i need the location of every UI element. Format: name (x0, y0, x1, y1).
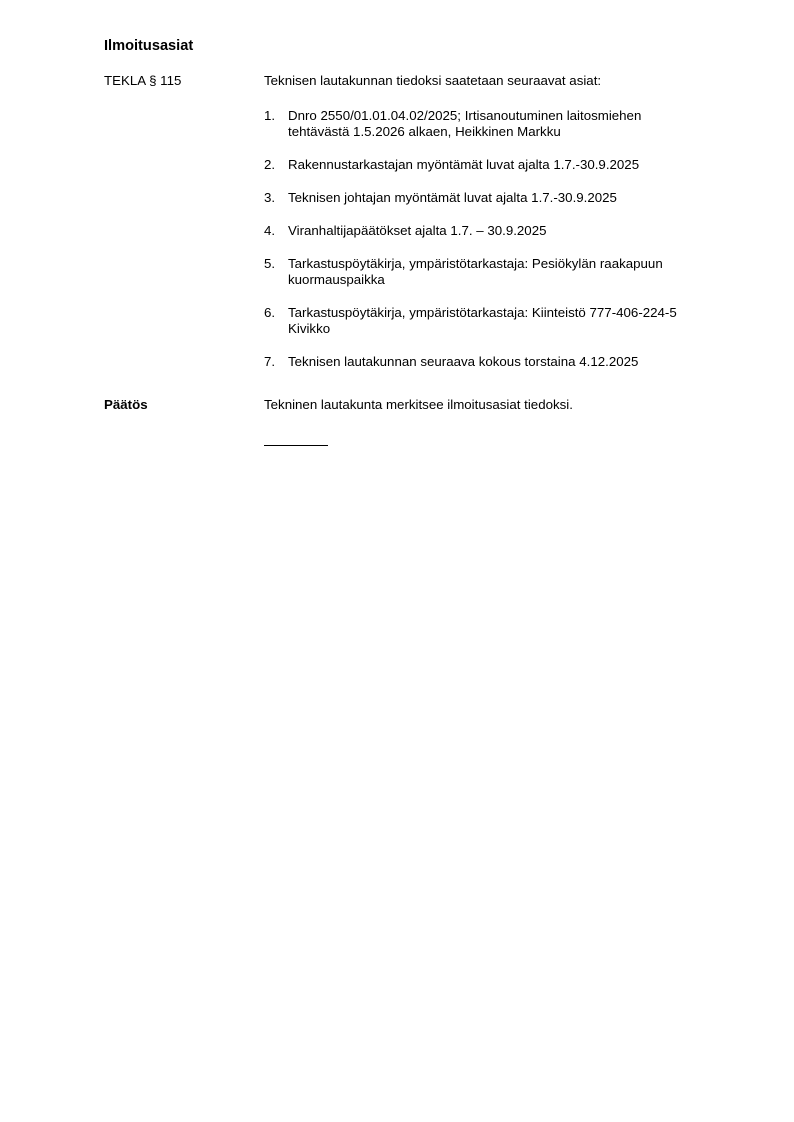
list-item-text: Tarkastuspöytäkirja, ympäristötarkastaja: Kiinteistö 777-406-224-5 Kivikko (288, 305, 677, 336)
list-item-text: Tarkastuspöytäkirja, ympäristötarkastaja: Pesiökylän raakapuun kuormauspaikka (288, 256, 663, 287)
list-item-text: Teknisen johtajan myöntämät luvat ajalta 1.7.-30.9.2025 (288, 190, 617, 205)
list-item-text: Dnro 2550/01.01.04.02/2025; Irtisanoutuminen laitosmiehen tehtävästä 1.5.2026 alkaen, Heikkinen Markku (288, 108, 642, 139)
decision-label: Päätös (104, 397, 148, 412)
decision-text: Tekninen lautakunta merkitsee ilmoitusasiat tiedoksi. (264, 397, 573, 412)
list-item-number: 6. (264, 305, 276, 320)
list-item (264, 190, 704, 206)
list-item-text: Rakennustarkastajan myöntämät luvat ajalta 1.7.-30.9.2025 (288, 157, 640, 172)
list-item (264, 354, 704, 370)
list-item (264, 256, 704, 288)
notice-list (264, 108, 704, 387)
list-item (264, 305, 704, 337)
list-item-number: 5. (264, 256, 276, 271)
list-item-text: Viranhaltijapäätökset ajalta 1.7. – 30.9.2025 (288, 223, 547, 238)
list-item-number: 2. (264, 157, 276, 172)
section-intro: Teknisen lautakunnan tiedoksi saatetaan seuraavat asiat: (264, 73, 602, 88)
end-divider (264, 445, 328, 446)
list-item-number: 4. (264, 223, 276, 238)
list-item (264, 108, 704, 140)
list-item-number: 7. (264, 354, 276, 369)
page-title: Ilmoitusasiat (104, 38, 194, 54)
list-item (264, 223, 704, 239)
list-item-number: 3. (264, 190, 276, 205)
list-item-number: 1. (264, 108, 276, 123)
section-label: TEKLA § 115 (104, 73, 182, 88)
list-item (264, 157, 704, 173)
list-item-text: Teknisen lautakunnan seuraava kokous torstaina 4.12.2025 (288, 354, 639, 369)
